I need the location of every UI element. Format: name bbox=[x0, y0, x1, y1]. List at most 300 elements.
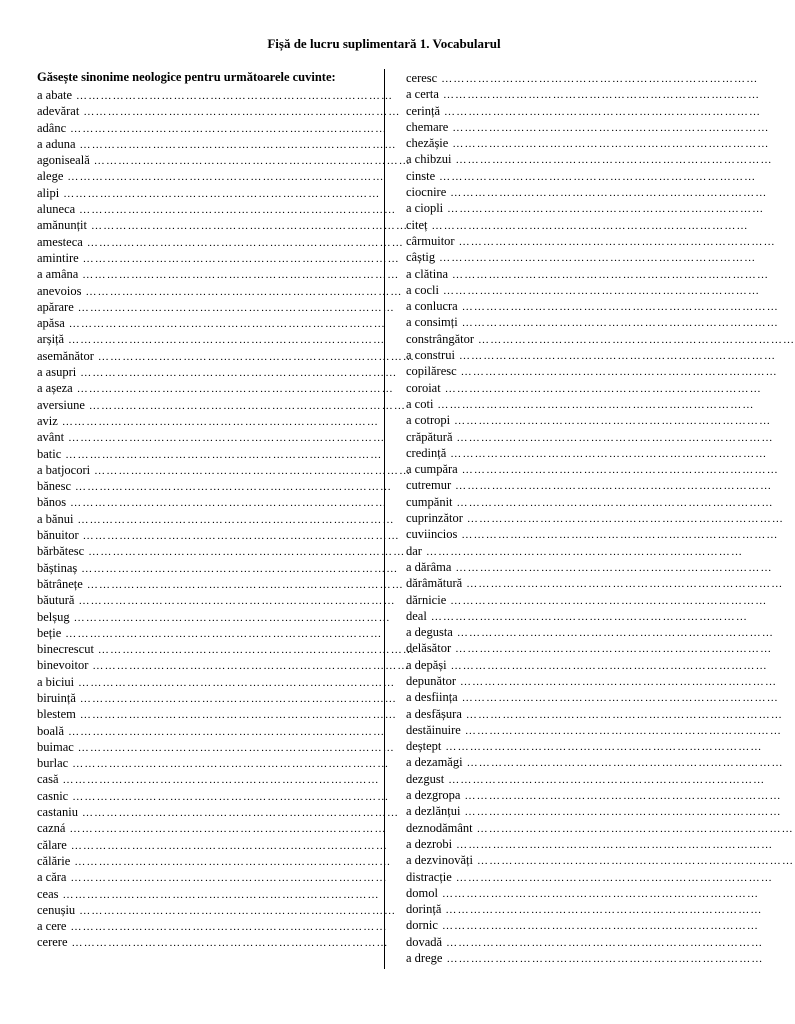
vocabulary-item bbox=[37, 853, 392, 869]
vocabulary-word: a așeza bbox=[37, 381, 73, 396]
vocabulary-word: castaniu bbox=[37, 805, 78, 820]
vocabulary-word: constrângător bbox=[406, 331, 475, 346]
vocabulary-item bbox=[406, 901, 763, 917]
vocabulary-item bbox=[37, 397, 407, 413]
answer-blank: …………………………………………………………………… bbox=[81, 562, 399, 575]
vocabulary-word: binevoitor bbox=[37, 658, 89, 673]
vocabulary-item bbox=[37, 494, 388, 510]
answer-blank: …………………………………………………………………… bbox=[63, 187, 381, 200]
answer-blank: …………………………………………………………………… bbox=[82, 530, 400, 543]
vocabulary-word: dărnicie bbox=[406, 592, 447, 607]
answer-blank: …………………………………………………………………… bbox=[78, 595, 396, 608]
answer-blank: …………………………………………………………………… bbox=[65, 627, 383, 640]
answer-blank: …………………………………………………………………… bbox=[450, 659, 768, 672]
answer-blank: …………………………………………………………………… bbox=[70, 839, 389, 852]
answer-blank: …………………………………………………………………… bbox=[75, 481, 393, 494]
answer-blank: …………………………………………………………………… bbox=[72, 790, 390, 803]
vocabulary-item bbox=[406, 917, 760, 933]
answer-blank: …………………………………………………………………… bbox=[455, 154, 773, 167]
vocabulary-item bbox=[406, 754, 784, 770]
vocabulary-item bbox=[37, 380, 394, 396]
vocabulary-item bbox=[406, 787, 782, 803]
vocabulary-word: aversiune bbox=[37, 397, 85, 412]
answer-blank: …………………………………………………………………… bbox=[79, 709, 398, 722]
answer-blank: …………………………………………………………………… bbox=[455, 480, 773, 493]
vocabulary-item bbox=[406, 412, 772, 428]
answer-blank: …………………………………………………………………… bbox=[441, 920, 760, 933]
vocabulary-word: dornic bbox=[406, 918, 438, 933]
answer-blank: …………………………………………………………………… bbox=[466, 513, 785, 526]
vocabulary-item bbox=[406, 298, 779, 314]
vocabulary-item bbox=[406, 820, 794, 836]
answer-blank: …………………………………………………………………… bbox=[74, 855, 392, 868]
answer-blank: …………………………………………………………………… bbox=[77, 513, 395, 526]
vocabulary-item bbox=[37, 266, 400, 282]
vocabulary-word: amesteca bbox=[37, 234, 83, 249]
vocabulary-word: a bănui bbox=[37, 511, 74, 526]
vocabulary-word: arșiță bbox=[37, 332, 65, 347]
vocabulary-word: a cere bbox=[37, 919, 67, 934]
vocabulary-word: beție bbox=[37, 625, 62, 640]
answer-blank: …………………………………………………………………… bbox=[68, 318, 386, 331]
answer-blank: …………………………………………………………………… bbox=[82, 269, 400, 282]
answer-blank: …………………………………………………………………… bbox=[441, 73, 759, 85]
answer-blank: …………………………………………………………………… bbox=[444, 105, 762, 118]
answer-blank: …………………………………………………………………… bbox=[76, 90, 394, 102]
vocabulary-word: deștept bbox=[406, 739, 442, 754]
vocabulary-word: amănunțit bbox=[37, 218, 87, 233]
vocabulary-item bbox=[37, 739, 395, 755]
vocabulary-item bbox=[37, 152, 411, 168]
vocabulary-item bbox=[406, 673, 778, 689]
vocabulary-item bbox=[37, 560, 399, 576]
vocabulary-item bbox=[37, 820, 387, 836]
vocabulary-item bbox=[406, 429, 774, 445]
vocabulary-item bbox=[37, 690, 398, 706]
answer-blank: …………………………………………………………………… bbox=[456, 431, 774, 444]
answer-blank: …………………………………………………………………… bbox=[91, 220, 409, 233]
vocabulary-item bbox=[37, 331, 386, 347]
vocabulary-word: a cumpăra bbox=[406, 462, 458, 477]
vocabulary-word: cenușiu bbox=[37, 902, 76, 917]
answer-blank: …………………………………………………………………… bbox=[461, 692, 779, 705]
vocabulary-item bbox=[406, 249, 757, 265]
vocabulary-item bbox=[37, 527, 400, 543]
vocabulary-item bbox=[406, 217, 749, 233]
answer-blank: …………………………………………………………………… bbox=[461, 529, 779, 542]
vocabulary-item bbox=[406, 510, 785, 526]
vocabulary-word: a dezlănțui bbox=[406, 804, 461, 819]
vocabulary-item bbox=[406, 934, 764, 950]
answer-blank: …………………………………………………………………… bbox=[68, 725, 386, 738]
vocabulary-item bbox=[406, 526, 779, 542]
answer-blank: …………………………………………………………………… bbox=[478, 333, 795, 346]
vocabulary-word: a ciopli bbox=[406, 201, 444, 216]
answer-blank: …………………………………………………………………… bbox=[61, 415, 380, 428]
answer-blank: …………………………………………………………………… bbox=[450, 187, 768, 200]
answer-blank: …………………………………………………………………… bbox=[452, 268, 770, 281]
answer-blank: …………………………………………………………………… bbox=[77, 741, 395, 754]
vocabulary-item bbox=[406, 624, 775, 640]
vocabulary-item bbox=[406, 380, 762, 396]
answer-blank: …………………………………………………………………… bbox=[70, 497, 388, 510]
answer-blank: …………………………………………………………………… bbox=[447, 203, 765, 216]
vocabulary-item bbox=[406, 461, 779, 477]
vocabulary-word: a biciui bbox=[37, 674, 75, 689]
vocabulary-word: cumpănit bbox=[406, 494, 453, 509]
vocabulary-word: a dezvinovăți bbox=[406, 853, 473, 868]
vocabulary-item bbox=[37, 771, 380, 787]
vocabulary-item bbox=[406, 200, 765, 216]
vocabulary-item bbox=[37, 217, 409, 233]
vocabulary-word: a desființa bbox=[406, 690, 458, 705]
vocabulary-item bbox=[37, 934, 389, 950]
vocabulary-word: a aduna bbox=[37, 136, 76, 151]
answer-blank: …………………………………………………………………… bbox=[65, 448, 383, 461]
vocabulary-item bbox=[406, 151, 773, 167]
vocabulary-item bbox=[406, 608, 749, 624]
vocabulary-word: cerință bbox=[406, 103, 441, 118]
vocabulary-word: a degusta bbox=[406, 625, 453, 640]
vocabulary-item bbox=[37, 674, 396, 690]
vocabulary-word: agoniseală bbox=[37, 153, 90, 168]
vocabulary-word: copilăresc bbox=[406, 364, 457, 379]
vocabulary-item bbox=[37, 706, 398, 722]
vocabulary-word: cuviincios bbox=[406, 527, 458, 542]
vocabulary-word: casnic bbox=[37, 788, 69, 803]
vocabulary-word: a certa bbox=[406, 87, 439, 102]
vocabulary-word: a amâna bbox=[37, 267, 79, 282]
answer-blank: …………………………………………………………………… bbox=[458, 235, 776, 248]
vocabulary-item bbox=[37, 168, 385, 184]
vocabulary-word: cutremur bbox=[406, 478, 452, 493]
vocabulary-word: călare bbox=[37, 837, 67, 852]
answer-blank: …………………………………………………………………… bbox=[464, 790, 782, 803]
answer-blank: …………………………………………………………………… bbox=[465, 708, 784, 721]
vocabulary-word: batic bbox=[37, 446, 62, 461]
answer-blank: …………………………………………………………………… bbox=[79, 692, 398, 705]
vocabulary-item bbox=[37, 869, 388, 885]
answer-blank: …………………………………………………………………… bbox=[441, 887, 760, 900]
answer-blank: …………………………………………………………………… bbox=[455, 871, 774, 884]
right-column bbox=[406, 70, 795, 966]
vocabulary-item bbox=[406, 347, 777, 363]
vocabulary-word: a clătina bbox=[406, 266, 448, 281]
vocabulary-item bbox=[406, 950, 764, 966]
vocabulary-item bbox=[406, 706, 784, 722]
vocabulary-word: burlac bbox=[37, 756, 69, 771]
answer-blank: …………………………………………………………………… bbox=[461, 317, 779, 330]
answer-blank: …………………………………………………………………… bbox=[73, 611, 391, 624]
vocabulary-word: a căra bbox=[37, 870, 67, 885]
vocabulary-word: a conlucra bbox=[406, 299, 458, 314]
vocabulary-item bbox=[406, 86, 761, 102]
vocabulary-word: dezgust bbox=[406, 771, 445, 786]
answer-blank: …………………………………………………………………… bbox=[93, 155, 411, 168]
answer-blank: …………………………………………………………………… bbox=[459, 675, 778, 688]
answer-blank: …………………………………………………………………… bbox=[464, 724, 783, 737]
vocabulary-word: băștinaș bbox=[37, 560, 78, 575]
vocabulary-item bbox=[37, 87, 394, 103]
vocabulary-word: dar bbox=[406, 543, 422, 558]
vocabulary-item bbox=[37, 446, 383, 462]
vocabulary-word: bărbătesc bbox=[37, 544, 85, 559]
vocabulary-item bbox=[37, 788, 390, 804]
answer-blank: …………………………………………………………………… bbox=[455, 561, 773, 574]
answer-blank: …………………………………………………………………… bbox=[445, 741, 763, 754]
answer-blank: …………………………………………………………………… bbox=[456, 627, 775, 640]
answer-blank: …………………………………………………………………… bbox=[452, 121, 770, 134]
answer-blank: …………………………………………………………………… bbox=[78, 676, 396, 689]
answer-blank: …………………………………………………………………… bbox=[79, 138, 397, 151]
answer-blank: …………………………………………………………………… bbox=[460, 366, 778, 379]
vocabulary-item bbox=[37, 657, 410, 673]
answer-blank: …………………………………………………………………… bbox=[448, 773, 766, 786]
vocabulary-item bbox=[37, 120, 388, 136]
answer-blank: …………………………………………………………………… bbox=[442, 89, 761, 102]
answer-blank: …………………………………………………………………… bbox=[456, 496, 774, 509]
answer-blank: …………………………………………………………………… bbox=[70, 872, 388, 885]
vocabulary-item bbox=[37, 543, 406, 559]
answer-blank: …………………………………………………………………… bbox=[70, 122, 388, 135]
vocabulary-word: a cotropi bbox=[406, 413, 451, 428]
vocabulary-word: ciocnire bbox=[406, 185, 447, 200]
vocabulary-item bbox=[37, 299, 395, 315]
vocabulary-word: buimac bbox=[37, 739, 74, 754]
vocabulary-item bbox=[37, 413, 380, 429]
vocabulary-word: a consimți bbox=[406, 315, 458, 330]
vocabulary-word: bănos bbox=[37, 495, 67, 510]
answer-blank: …………………………………………………………………… bbox=[477, 855, 795, 868]
vocabulary-item bbox=[37, 103, 401, 119]
vocabulary-item bbox=[37, 283, 403, 299]
answer-blank: …………………………………………………………………… bbox=[461, 301, 779, 314]
vocabulary-word: băutură bbox=[37, 593, 75, 608]
vocabulary-item bbox=[37, 364, 398, 380]
vocabulary-item bbox=[37, 201, 397, 217]
vocabulary-word: casă bbox=[37, 772, 59, 787]
vocabulary-word: a construi bbox=[406, 348, 455, 363]
vocabulary-item bbox=[37, 837, 389, 853]
vocabulary-word: domol bbox=[406, 885, 438, 900]
right-word-list bbox=[406, 70, 795, 966]
vocabulary-item bbox=[406, 103, 762, 119]
vocabulary-word: amintire bbox=[37, 250, 79, 265]
vocabulary-item bbox=[406, 494, 774, 510]
answer-blank: …………………………………………………………………… bbox=[431, 219, 749, 232]
answer-blank: …………………………………………………………………… bbox=[81, 807, 400, 820]
answer-blank: …………………………………………………………………… bbox=[439, 170, 757, 183]
vocabulary-word: a abate bbox=[37, 88, 73, 102]
vocabulary-item bbox=[406, 543, 744, 559]
vocabulary-word: alipi bbox=[37, 185, 60, 200]
vocabulary-word: bătrânețe bbox=[37, 576, 83, 591]
vocabulary-item bbox=[406, 722, 783, 738]
vocabulary-word: biruință bbox=[37, 690, 76, 705]
answer-blank: …………………………………………………………………… bbox=[82, 252, 400, 265]
answer-blank: …………………………………………………………………… bbox=[456, 838, 774, 851]
answer-blank: …………………………………………………………………… bbox=[92, 660, 410, 673]
vocabulary-item bbox=[37, 886, 380, 902]
vocabulary-word: alege bbox=[37, 169, 64, 184]
vocabulary-item bbox=[37, 576, 405, 592]
vocabulary-word: a cocli bbox=[406, 282, 439, 297]
vocabulary-word: dărâmătură bbox=[406, 576, 463, 591]
vocabulary-item bbox=[406, 282, 761, 298]
vocabulary-item bbox=[406, 135, 770, 151]
answer-blank: …………………………………………………………………… bbox=[466, 578, 784, 591]
vocabulary-word: deal bbox=[406, 608, 427, 623]
vocabulary-item bbox=[406, 559, 773, 575]
answer-blank: …………………………………………………………………… bbox=[67, 171, 385, 184]
answer-blank: …………………………………………………………………… bbox=[71, 937, 389, 950]
vocabulary-item bbox=[406, 331, 795, 347]
answer-blank: …………………………………………………………………… bbox=[62, 888, 380, 901]
vocabulary-item bbox=[406, 869, 774, 885]
vocabulary-item bbox=[37, 234, 405, 250]
vocabulary-word: dovadă bbox=[406, 934, 443, 949]
vocabulary-word: bănesc bbox=[37, 479, 72, 494]
vocabulary-word: a chibzui bbox=[406, 152, 452, 167]
vocabulary-item bbox=[37, 185, 381, 201]
vocabulary-word: cerere bbox=[37, 935, 68, 950]
vocabulary-word: distracție bbox=[406, 869, 452, 884]
vocabulary-item bbox=[406, 119, 770, 135]
vocabulary-word: asemănător bbox=[37, 348, 94, 363]
answer-blank: …………………………………………………………………… bbox=[444, 382, 762, 395]
vocabulary-word: a dezamăgi bbox=[406, 755, 463, 770]
answer-blank: …………………………………………………………………… bbox=[79, 204, 397, 217]
vocabulary-word: boală bbox=[37, 723, 65, 738]
answer-blank: …………………………………………………………………… bbox=[86, 236, 405, 249]
vocabulary-word: aviz bbox=[37, 413, 58, 428]
vocabulary-word: a batjocori bbox=[37, 462, 91, 477]
answer-blank: …………………………………………………………………… bbox=[88, 546, 406, 559]
vocabulary-item bbox=[406, 184, 768, 200]
vocabulary-word: chezășie bbox=[406, 136, 449, 151]
vocabulary-word: citeț bbox=[406, 217, 428, 232]
vocabulary-word: crăpătură bbox=[406, 429, 453, 444]
vocabulary-word: cinste bbox=[406, 168, 436, 183]
vocabulary-item bbox=[406, 738, 763, 754]
vocabulary-item bbox=[37, 902, 397, 918]
vocabulary-item bbox=[406, 363, 778, 379]
answer-blank: …………………………………………………………………… bbox=[79, 904, 397, 917]
vocabulary-item bbox=[406, 575, 784, 591]
answer-blank: …………………………………………………………………… bbox=[69, 823, 387, 836]
vocabulary-word: credință bbox=[406, 445, 447, 460]
vocabulary-word: adânc bbox=[37, 120, 67, 135]
vocabulary-word: blestem bbox=[37, 707, 76, 722]
vocabulary-item bbox=[37, 511, 395, 527]
instruction-text: Găsește sinonime neologice pentru următoarele cuvinte: bbox=[37, 70, 336, 84]
vocabulary-item bbox=[406, 266, 770, 282]
vocabulary-word: a dărâma bbox=[406, 559, 452, 574]
vocabulary-item bbox=[37, 462, 412, 478]
vocabulary-item bbox=[406, 640, 773, 656]
answer-blank: …………………………………………………………………… bbox=[461, 464, 779, 477]
vocabulary-item bbox=[37, 348, 416, 364]
answer-blank: …………………………………………………………………… bbox=[97, 644, 416, 657]
vocabulary-word: cazná bbox=[37, 821, 66, 836]
answer-blank: …………………………………………………………………… bbox=[476, 822, 794, 835]
answer-blank: …………………………………………………………………… bbox=[442, 284, 761, 297]
answer-blank: …………………………………………………………………… bbox=[80, 367, 398, 380]
answer-blank: …………………………………………………………………… bbox=[446, 953, 764, 966]
answer-blank: …………………………………………………………………… bbox=[450, 447, 768, 460]
vocabulary-item bbox=[37, 136, 397, 152]
answer-blank: …………………………………………………………………… bbox=[450, 594, 768, 607]
answer-blank: …………………………………………………………………… bbox=[439, 252, 757, 265]
vocabulary-item bbox=[37, 804, 400, 820]
vocabulary-item bbox=[406, 592, 768, 608]
vocabulary-item bbox=[37, 625, 383, 641]
vocabulary-item bbox=[37, 723, 386, 739]
vocabulary-word: apărare bbox=[37, 299, 74, 314]
vocabulary-word: deznodământ bbox=[406, 820, 473, 835]
answer-blank: …………………………………………………………………… bbox=[85, 285, 403, 298]
vocabulary-word: aluneca bbox=[37, 202, 76, 217]
vocabulary-word: binecrescut bbox=[37, 642, 94, 657]
vocabulary-word: a coti bbox=[406, 396, 434, 411]
vocabulary-word: apăsa bbox=[37, 316, 65, 331]
vocabulary-word: a asupri bbox=[37, 365, 77, 380]
vocabulary-item bbox=[37, 429, 386, 445]
answer-blank: …………………………………………………………………… bbox=[455, 643, 773, 656]
vocabulary-word: destăinuire bbox=[406, 722, 461, 737]
vocabulary-item bbox=[406, 836, 774, 852]
page-title: Fișă de lucru suplimentară 1. Vocabularul bbox=[267, 36, 501, 51]
answer-blank: …………………………………………………………………… bbox=[72, 758, 390, 771]
answer-blank: …………………………………………………………………… bbox=[86, 578, 405, 591]
vocabulary-item bbox=[406, 477, 773, 493]
answer-blank: …………………………………………………………………… bbox=[425, 545, 744, 558]
answer-blank: …………………………………………………………………… bbox=[458, 350, 777, 363]
vocabulary-word: dorință bbox=[406, 902, 442, 917]
vocabulary-word: a desfășura bbox=[406, 706, 462, 721]
vocabulary-word: ceas bbox=[37, 886, 59, 901]
vocabulary-word: belșug bbox=[37, 609, 70, 624]
answer-blank: …………………………………………………………………… bbox=[430, 610, 749, 623]
answer-blank: …………………………………………………………………… bbox=[466, 757, 784, 770]
vocabulary-item bbox=[406, 445, 768, 461]
answer-blank: …………………………………………………………………… bbox=[437, 398, 755, 411]
vocabulary-item bbox=[406, 885, 760, 901]
vocabulary-item bbox=[406, 852, 795, 868]
answer-blank: …………………………………………………………………… bbox=[68, 432, 386, 445]
vocabulary-word: a dezgropa bbox=[406, 788, 461, 803]
vocabulary-item bbox=[406, 396, 755, 412]
answer-blank: …………………………………………………………………… bbox=[464, 806, 782, 819]
vocabulary-word: coroiat bbox=[406, 380, 441, 395]
vocabulary-item bbox=[406, 657, 768, 673]
answer-blank: …………………………………………………………………… bbox=[83, 106, 401, 119]
vocabulary-word: a depăși bbox=[406, 657, 447, 672]
vocabulary-word: a drege bbox=[406, 951, 443, 966]
vocabulary-item bbox=[37, 315, 386, 331]
vocabulary-word: a dezrobi bbox=[406, 836, 453, 851]
answer-blank: …………………………………………………………………… bbox=[88, 399, 407, 412]
vocabulary-item bbox=[37, 755, 390, 771]
vocabulary-word: bănuitor bbox=[37, 528, 79, 543]
vocabulary-item bbox=[406, 168, 757, 184]
vocabulary-word: cârmuitor bbox=[406, 233, 455, 248]
vocabulary-word: câștig bbox=[406, 250, 436, 265]
vocabulary-item bbox=[406, 689, 779, 705]
vocabulary-item bbox=[406, 314, 779, 330]
answer-blank: …………………………………………………………………… bbox=[62, 774, 380, 787]
vocabulary-item bbox=[37, 478, 393, 494]
